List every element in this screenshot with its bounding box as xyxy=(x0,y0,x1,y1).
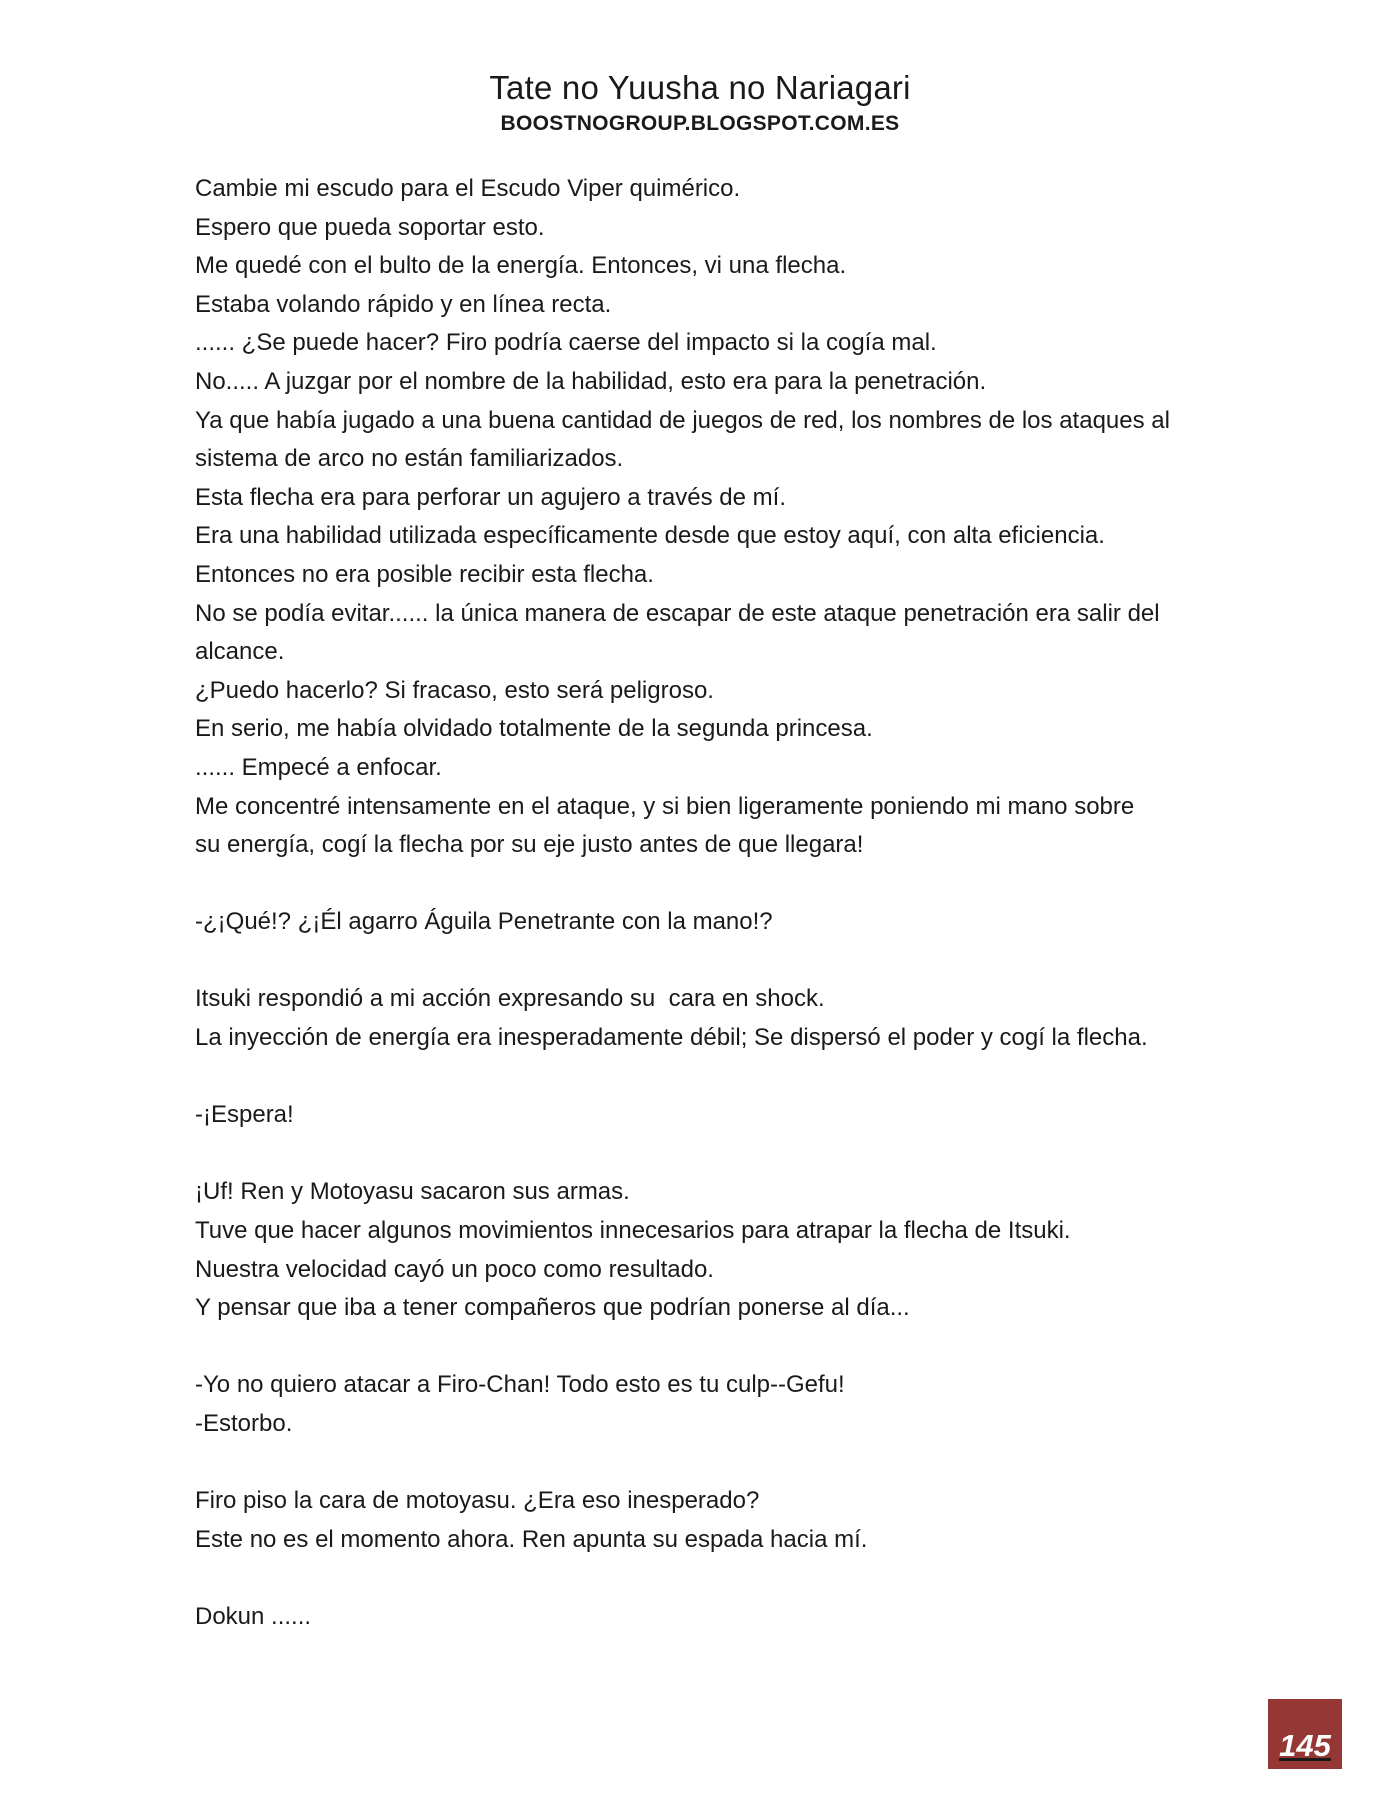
blank-line xyxy=(195,865,1215,904)
text-line: ...... Empecé a enfocar. xyxy=(195,753,442,781)
text-line: -¡Espera! xyxy=(195,1101,294,1129)
page-number: 145 xyxy=(1279,1728,1331,1763)
text-line: Itsuki respondió a mi acción expresando su cara en shock. xyxy=(195,985,825,1013)
text-line: sistema de arco no están familiarizados. xyxy=(195,445,624,473)
text-line: Espero que pueda soportar esto. xyxy=(195,213,545,241)
text-line: La inyección de energía era inesperadamente débil; Se dispersó el poder y cogí la flecha. xyxy=(195,1024,1148,1052)
text-line: No se podía evitar...... la única manera de escapar de este ataque penetración era salir del xyxy=(195,599,1160,627)
text-line: Nuestra velocidad cayó un poco como resultado. xyxy=(195,1255,714,1283)
text-line: No..... A juzgar por el nombre de la habilidad, esto era para la penetración. xyxy=(195,367,987,395)
document-subtitle: BOOSTNOGROUP.BLOGSPOT.COM.ES xyxy=(500,112,900,135)
text-line: Me concentré intensamente en el ataque, y si bien ligeramente poniendo mi mano sobre xyxy=(195,792,1135,820)
text-line: -Yo no quiero atacar a Firo-Chan! Todo esto es tu culp--Gefu! xyxy=(195,1371,845,1399)
document-header xyxy=(0,66,1400,138)
blank-line xyxy=(195,1444,1215,1483)
text-line: Me quedé con el bulto de la energía. Entonces, vi una flecha. xyxy=(195,252,847,280)
text-line: Dokun ...... xyxy=(195,1602,312,1630)
blank-line xyxy=(195,942,1215,981)
text-line: Entonces no era posible recibir esta flecha. xyxy=(195,560,654,588)
text-line: alcance. xyxy=(195,638,285,666)
text-line: Estaba volando rápido y en línea recta. xyxy=(195,290,612,318)
text-line: ...... ¿Se puede hacer? Firo podría caerse del impacto si la cogía mal. xyxy=(195,329,937,357)
text-line: Este no es el momento ahora. Ren apunta su espada hacia mí. xyxy=(195,1525,868,1553)
text-line: En serio, me había olvidado totalmente de la segunda princesa. xyxy=(195,715,873,743)
text-line: Y pensar que iba a tener compañeros que podrían ponerse al día... xyxy=(195,1294,910,1322)
text-line: Ya que había jugado a una buena cantidad de juegos de red, los nombres de los ataques al xyxy=(195,406,1170,434)
blank-line xyxy=(195,1058,1215,1097)
text-line: Cambie mi escudo para el Escudo Viper quimérico. xyxy=(195,175,741,202)
body-text xyxy=(195,170,1215,1637)
text-line: -Estorbo. xyxy=(195,1410,293,1437)
text-line: Tuve que hacer algunos movimientos innecesarios para atrapar la flecha de Itsuki. xyxy=(195,1217,1071,1245)
text-line: ¡Uf! Ren y Motoyasu sacaron sus armas. xyxy=(195,1178,630,1206)
text-line: su energía, cogí la flecha por su eje justo antes de que llegara! xyxy=(195,831,864,859)
text-line: ¿Puedo hacerlo? Si fracaso, esto será peligroso. xyxy=(195,676,714,704)
text-line: Esta flecha era para perforar un agujero a través de mí. xyxy=(195,483,786,511)
text-line: -¿¡Qué!? ¿¡Él agarro Águila Penetrante con la mano!? xyxy=(195,908,773,936)
text-line: Firo piso la cara de motoyasu. ¿Era eso inesperado? xyxy=(195,1487,760,1515)
blank-line xyxy=(195,1328,1215,1367)
blank-line xyxy=(195,1559,1215,1598)
blank-line xyxy=(195,1135,1215,1174)
text-line: Era una habilidad utilizada específicamente desde que estoy aquí, con alta eficiencia. xyxy=(195,522,1105,550)
document-title: Tate no Yuusha no Nariagari xyxy=(489,69,911,106)
